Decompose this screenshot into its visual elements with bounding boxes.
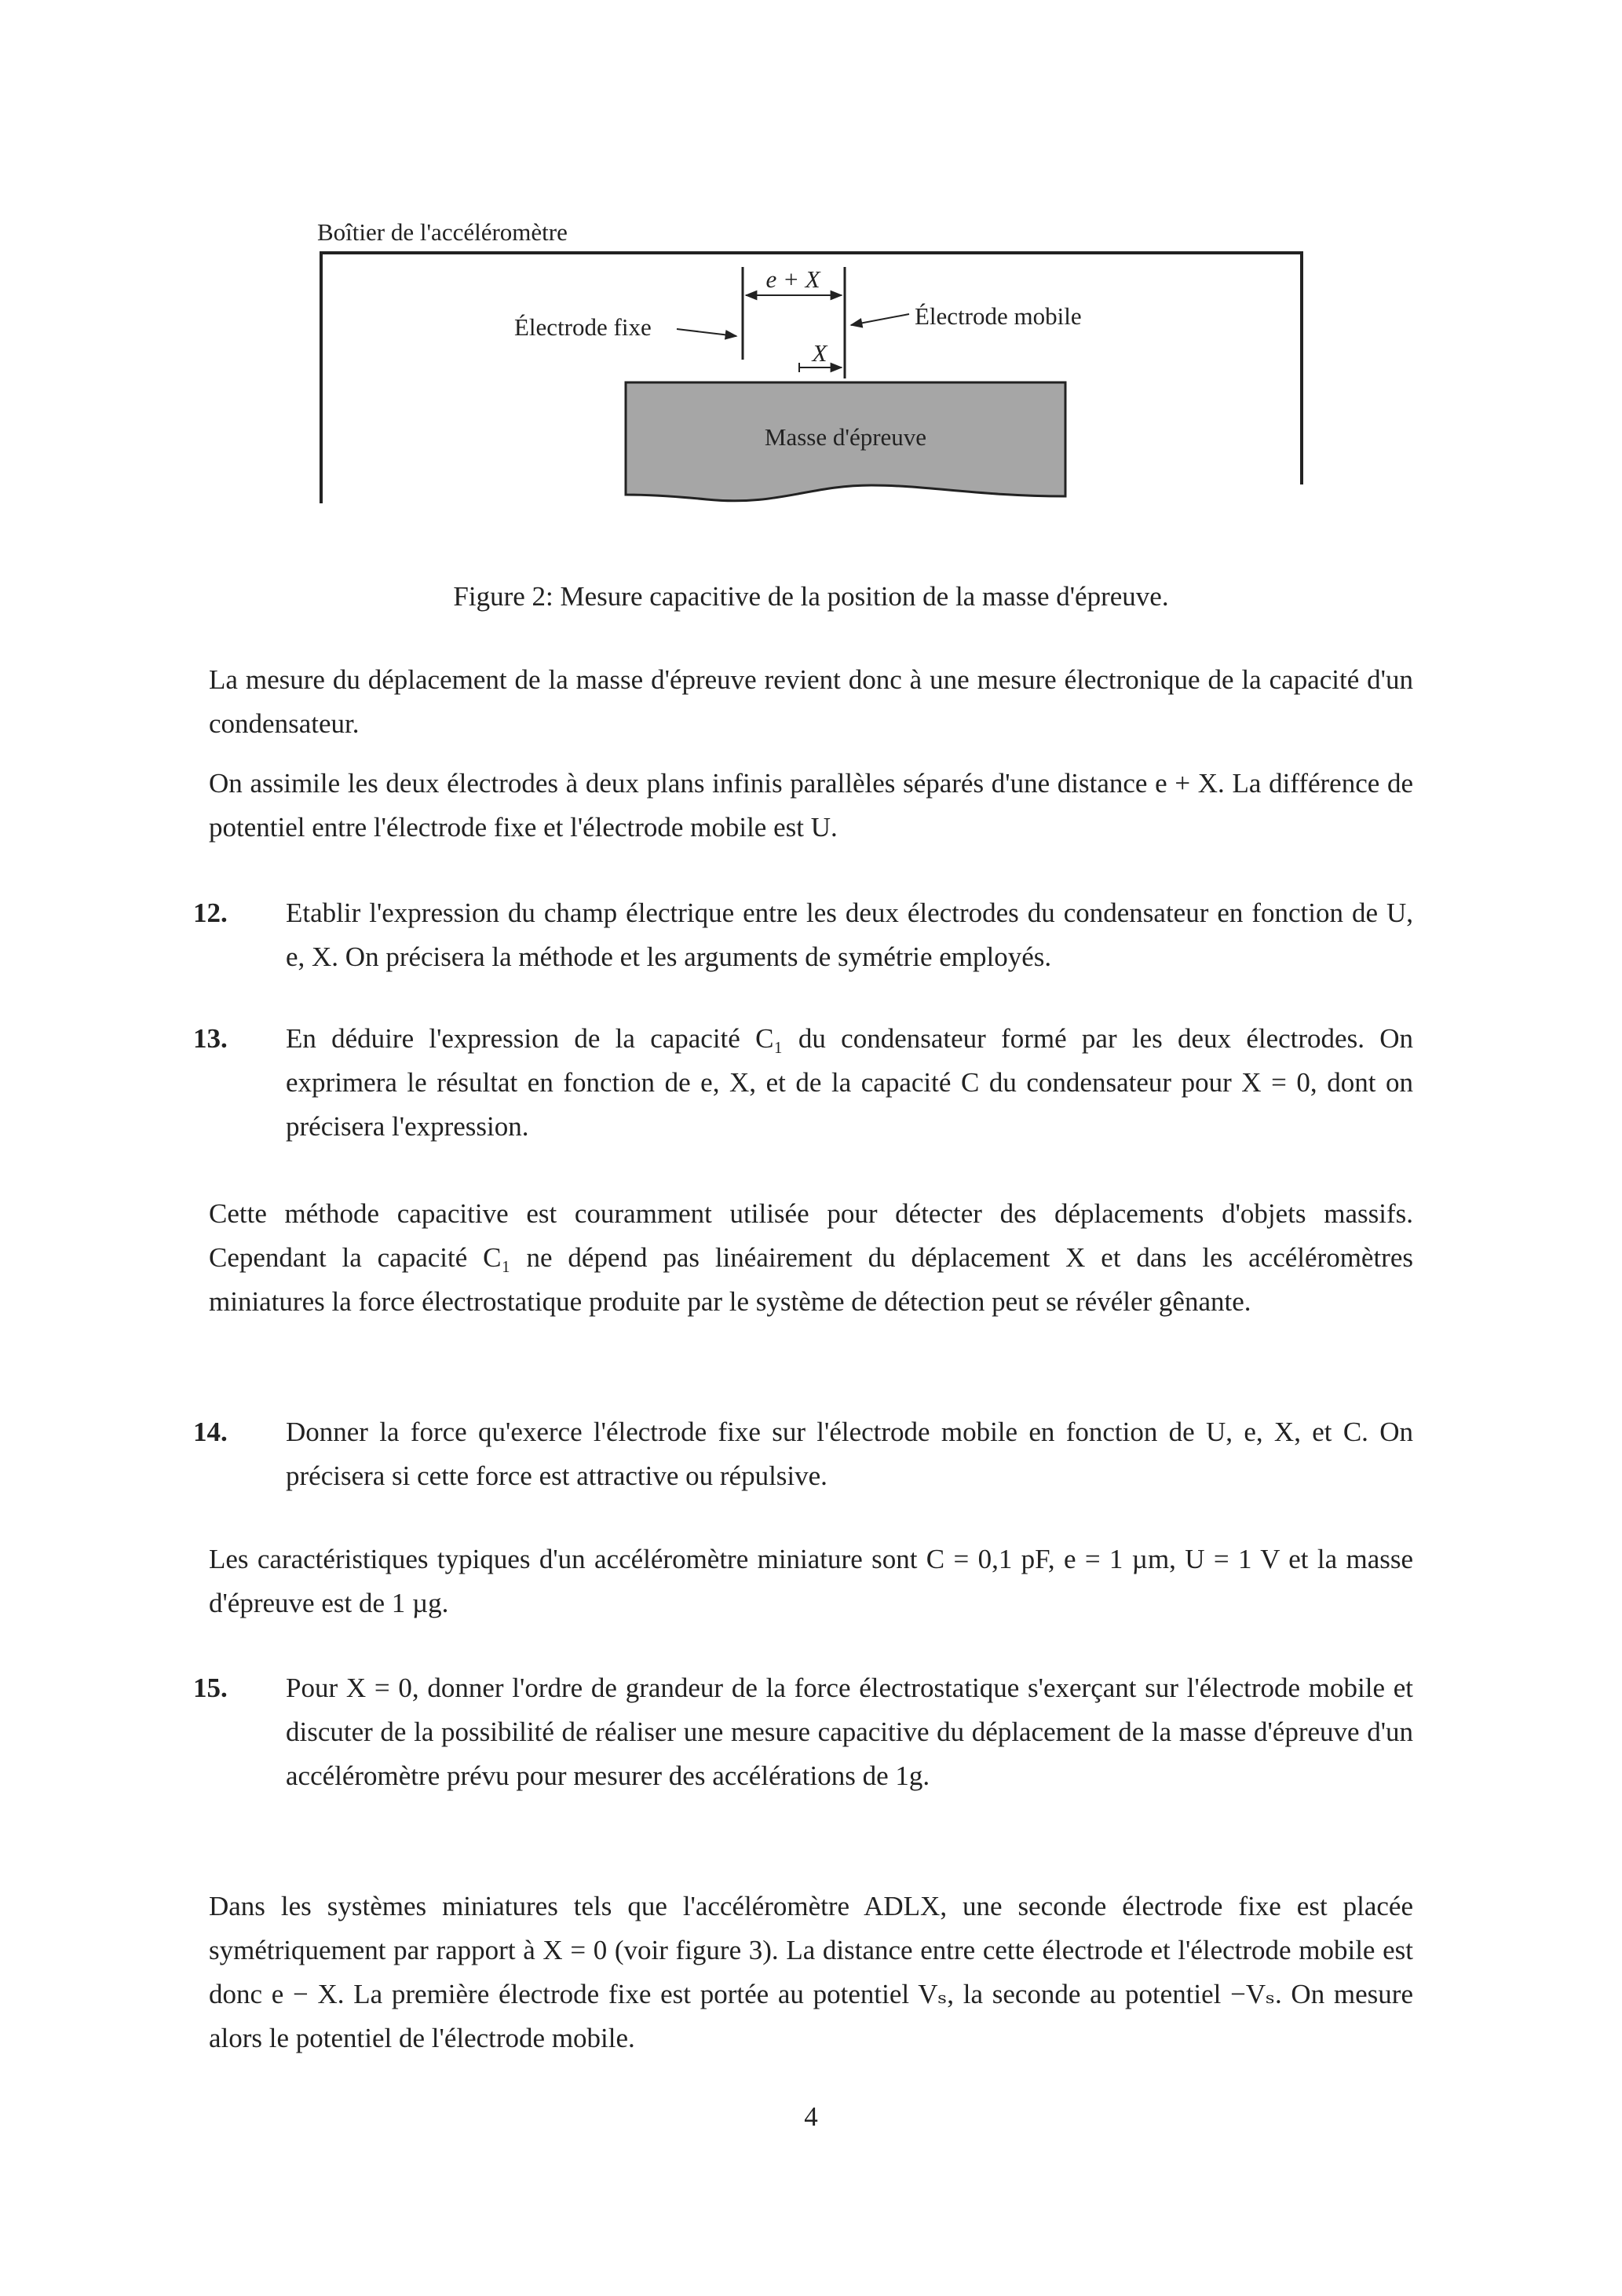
question-text: En déduire l'expression de la capacité C₁ du condensateur formé par les deux électrodes. On exprimera le résultat en fonction de e, X, et de la capacité C du condensateur pour X = 0, dont on précisera l'expression. <box>286 1023 1413 1142</box>
question-text: Etablir l'expression du champ électrique entre les deux électrodes du condensateur en fonction de U, e, X. On précisera la méthode et les arguments de symétrie employés. <box>286 898 1413 972</box>
mobile-electrode-leader <box>851 314 909 325</box>
paragraph-2: On assimile les deux électrodes à deux plans infinis parallèles séparés d'une distance e + X. La différence de potentiel entre l'électrode fixe et l'électrode mobile est U. <box>209 768 1413 843</box>
question-number: 12. <box>193 898 228 928</box>
paragraph-3: Cette méthode capacitive est couramment utilisée pour détecter des déplacements d'objets massifs. Cependant la capacité C₁ ne dépend pas linéairement du déplacement X et dans les accéléromètres miniatures la force électrostatique produite par le système de détection peut se révéler gênante. <box>209 1198 1413 1317</box>
gap-label: e + X <box>765 265 820 293</box>
figure-caption: Figure 2: Mesure capacitive de la position de la masse d'épreuve. <box>453 581 1169 612</box>
question-text: Donner la force qu'exerce l'électrode fixe sur l'électrode mobile en fonction de U, e, X, et C. On précisera si cette force est attractive ou répulsive. <box>286 1417 1413 1491</box>
housing-label: Boîtier de l'accéléromètre <box>317 218 568 246</box>
accelerometer-figure <box>0 0 1622 550</box>
page-number: 4 <box>804 2101 818 2132</box>
question-text: Pour X = 0, donner l'ordre de grandeur de la force électrostatique s'exerçant sur l'électrode mobile et discuter de la possibilité de réaliser une mesure capacitive du déplacement de la masse d'épreuve d'un accéléromètre prévu pour mesurer des accélérations de 1g. <box>286 1673 1413 1791</box>
fixed-electrode-leader <box>677 329 736 336</box>
question-number: 13. <box>193 1023 228 1054</box>
x-label: X <box>812 339 827 367</box>
fixed-electrode-label: Électrode fixe <box>514 313 652 341</box>
mass-label: Masse d'épreuve <box>764 423 927 451</box>
paragraph-1: La mesure du déplacement de la masse d'épreuve revient donc à une mesure électronique de la capacité d'un condensateur. <box>209 664 1413 739</box>
question-number: 15. <box>193 1673 228 1703</box>
paragraph-5: Dans les systèmes miniatures tels que l'accéléromètre ADLX, une seconde électrode fixe est placée symétriquement par rapport à X = 0 (voir figure 3). La distance entre cette électrode et l'électrode mobile est donc e − X. La première électrode fixe est portée au potentiel Vₛ, la seconde au potentiel −Vₛ. On mesure alors le potentiel de l'électrode mobile. <box>209 1891 1413 2053</box>
question-number: 14. <box>193 1417 228 1447</box>
paragraph-4: Les caractéristiques typiques d'un accéléromètre miniature sont C = 0,1 pF, e = 1 µm, U = 1 V et la masse d'épreuve est de 1 µg. <box>209 1544 1413 1618</box>
mobile-electrode-label: Électrode mobile <box>915 302 1082 330</box>
